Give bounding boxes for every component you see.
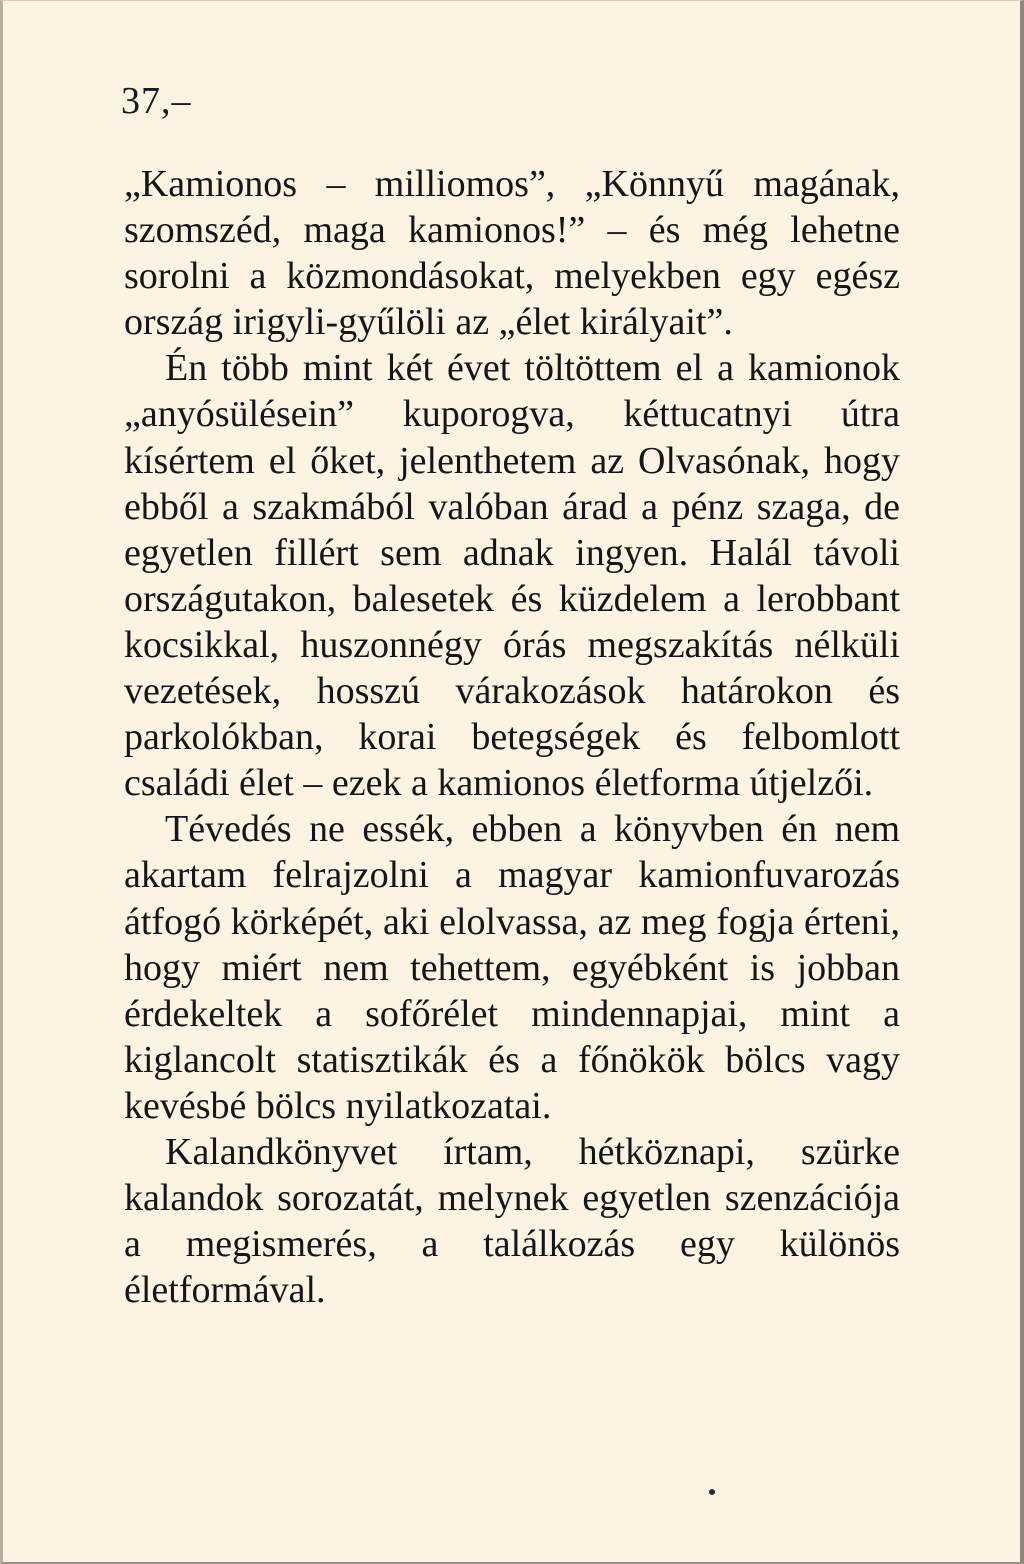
paragraph-2: Én több mint két évet töltöttem el a kamionok „anyósülésein” kuporogva, kéttucatnyi útra kísértem el őket, jelenthetem az Olvasónak, hogy ebből a szakmából valóban árad a pénz szaga, de egyetlen fillért sem adnak ingyen. Halál távoli országutakon, balesetek és küzdelem a lerobbant kocsikkal, huszonnégy órás megszakítás nélküli vezetések, hosszú várakozások határokon és parkolókban, korai betegségek és felbomlott családi élet – ezek a kamionos életforma útjelzői. <box>124 347 900 805</box>
print-speck <box>709 1489 715 1495</box>
paragraph-1: „Kamionos – milliomos”, „Könnyű magának, szomszéd, maga kamionos!” – és még lehetne sorolni a közmondásokat, melyekben egy egész ország irigyli-gyűlöli az „élet királyait”. <box>124 163 900 344</box>
paragraph-3: Tévedés ne essék, ebben a könyvben én nem akartam felrajzolni a magyar kamionfuvarozás átfogó körképét, aki elolvassa, az meg fogja érteni, hogy miért nem tehettem, egyébként is jobban érdekeltek a sofőrélet mindennapjai, mint a kiglancolt statisztikák és a főnökök bölcs vagy kevésbé bölcs nyilatkozatai. <box>124 808 900 1127</box>
price-label: 37,– <box>121 80 192 122</box>
paragraph-4: Kalandkönyvet írtam, hétköznapi, szürke kalandok sorozatát, melynek egyetlen szenzációja a megismerés, a találkozás egy különös életformával. <box>124 1130 900 1312</box>
blurb-text <box>124 161 900 1313</box>
